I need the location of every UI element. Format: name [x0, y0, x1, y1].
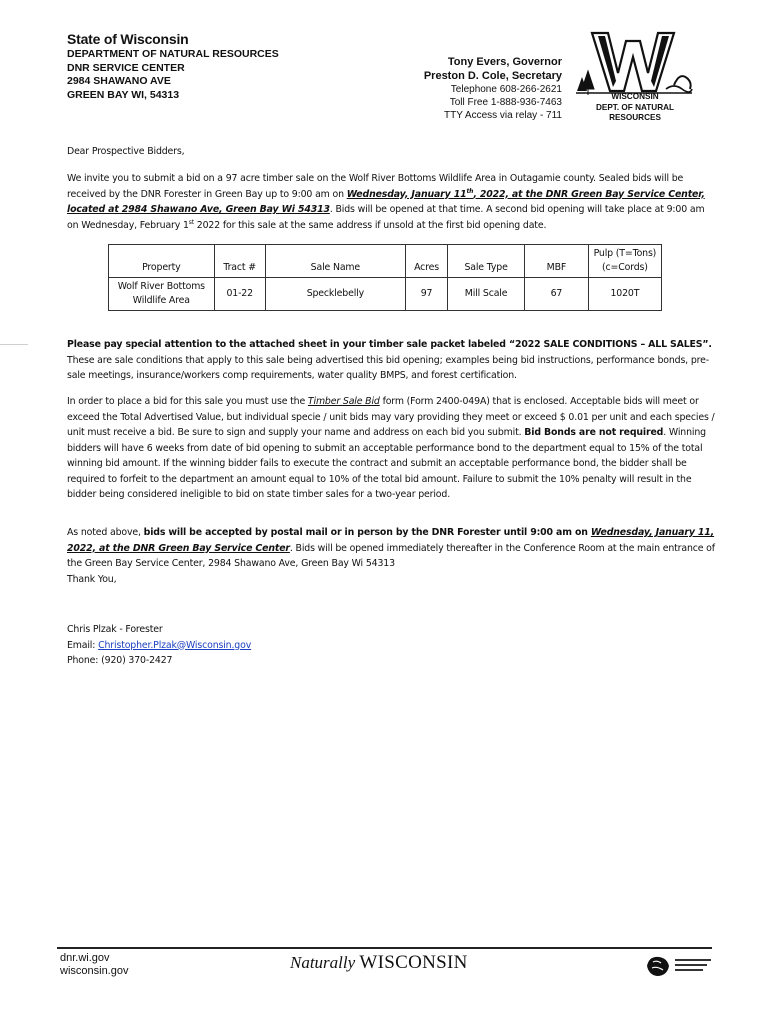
th-mbf: MBF: [525, 245, 589, 278]
department-address: [67, 48, 279, 102]
th-acres: Acres: [406, 245, 448, 278]
p1-text-d: 2022 for this sale at the same address if unsold at the first bid opening date.: [193, 219, 547, 231]
governor: Tony Evers, Governor: [447, 56, 562, 68]
cell-pulp: 1020T: [588, 278, 661, 311]
footer-url-dnr: dnr.wi.gov: [60, 952, 110, 964]
p1-text-a: We invite you to submit a bid on a 97 acre timber sale on the Wolf River Bottoms Wildlife Area in Outagamie county. Sealed bids will be received by the DNR Forester in Green Bay up to 9:00 am on: [67, 173, 684, 200]
p1-second-sup: st: [188, 218, 194, 226]
p2-bold: Please pay special attention to the attached sheet in your timber sale packet labeled “2022 SALE CONDITIONS – ALL SALES”.: [67, 339, 712, 350]
p4-text-a: As noted above,: [67, 527, 144, 538]
sig-email-line: [67, 638, 251, 654]
sale-table: [108, 244, 662, 311]
dept-name: DEPARTMENT OF NATURAL RESOURCES: [67, 48, 279, 60]
p3-text-b: form (Form 2400-049A) that is enclosed. Acceptable bids will meet or exceed the Total Advertised Value, but individual specie / unit bids may vary providing they meet or exceed $ 0.01 per unit and each species / unit must receive a bid. Be sure to sign and supply your name and address on each bid you submit.: [67, 396, 715, 438]
table-header-row: [109, 245, 662, 278]
dept-city: GREEN BAY WI, 54313: [67, 88, 180, 101]
state-title: State of Wisconsin: [67, 31, 189, 47]
sig-phone: Phone: (920) 370-2427: [67, 655, 173, 666]
naturally-word: Naturally: [290, 953, 356, 972]
th-property: Property: [109, 245, 215, 278]
paragraph-bid-deadline: [67, 525, 717, 587]
officials-block: [424, 55, 562, 122]
logo-line-dept: DEPT. OF NATURAL RESOURCES: [595, 102, 675, 122]
p3-bold: Bid Bonds are not required: [524, 427, 664, 438]
signature-block: [67, 622, 251, 669]
p4-text-b: . Bids will be opened immediately thereafter in the Conference Room at the main entrance of the Green Bay Service Center, 2984 Shawano Ave, Green Bay Wi 54313: [67, 542, 715, 569]
cell-sale-type: Mill Scale: [448, 278, 525, 311]
telephone: Telephone 608-266-2621: [450, 84, 562, 95]
paragraph-invitation: [67, 171, 707, 233]
th-sale-name: Sale Name: [265, 245, 405, 278]
p4-date-location: Wednesday, January 11, 2022, at the DNR Green Bay Service Center: [67, 527, 715, 554]
footer-url-wisconsin: wisconsin.gov: [60, 965, 129, 977]
dept-street: 2984 SHAWANO AVE: [67, 75, 171, 87]
sig-name: Chris Plzak - Forester: [67, 624, 163, 635]
p1-date-text: Wednesday, January 11: [346, 188, 467, 200]
p3-text-a: In order to place a bid for this sale you must use the: [67, 396, 308, 407]
secretary: Preston D. Cole, Secretary: [423, 70, 562, 82]
p4-bold: bids will be accepted by postal mail or in person by the DNR Forester until 9:00 am on: [143, 527, 591, 538]
cell-sale-name: Specklebelly: [265, 278, 405, 311]
p1-text-c: . Bids will be opened at that time. A second bid opening will take place at 9:00 am on Wednesday, February 1: [67, 204, 705, 231]
dept-center: DNR SERVICE CENTER: [67, 61, 185, 74]
thanks: Thank You,: [67, 573, 117, 585]
wisconsin-word: WISCONSIN: [359, 952, 468, 973]
logo-caption: [579, 92, 691, 124]
email-link[interactable]: Christopher.Plzak@Wisconsin.gov: [98, 639, 252, 651]
cell-tract: 01-22: [214, 278, 265, 311]
p2-rest: These are sale conditions that apply to this sale being advertised this bid opening; examples being bid instructions, performance bonds, pre-sale meetings, insurance/workers comp requirements, water quality BMPS, and forest certification.: [67, 354, 709, 381]
p3-text-c: . Winning bidders will have 6 weeks from date of bid opening to submit an acceptable performance bond to the department equal to 15% of the total winning bid amount. If the winning bidder fails to execute the contract and submit an acceptable performance bond, the bidder shall be required to forfeit to the department an amount equal to 10% of the total bid amount. Failure to submit the 10% penalty will result in the bidder being considered ineligible to bid on state timber sales for a two-year period.: [67, 427, 706, 500]
paragraph-sale-conditions: [67, 337, 717, 384]
footer-divider: [57, 947, 712, 949]
logo-line-wisconsin: WISCONSIN: [611, 92, 659, 101]
p1-date-sup: th: [466, 187, 474, 195]
table-row: [109, 278, 662, 311]
th-tract: Tract #: [214, 245, 265, 278]
naturally-wisconsin-logo: [290, 952, 468, 974]
travel-green-logo: [645, 954, 715, 978]
paragraph-bid-instructions: [67, 394, 717, 503]
cell-property: Wolf River Bottoms Wildlife Area: [109, 278, 215, 311]
toll-free: Toll Free 1-888-936-7463: [449, 97, 562, 108]
cell-acres: 97: [406, 278, 448, 311]
th-pulp: Pulp (T=Tons) (c=Cords): [588, 245, 661, 278]
sig-email-label: Email:: [67, 639, 99, 651]
p1-location: , 2022, at the DNR Green Bay Service Center, located at 2984 Shawano Ave, Green Bay Wi 54313: [67, 188, 705, 215]
footer-urls: [60, 952, 128, 978]
p3-form-name: Timber Sale Bid: [307, 396, 380, 407]
salutation: Dear Prospective Bidders,: [67, 146, 185, 157]
th-sale-type: Sale Type: [448, 245, 525, 278]
margin-mark: [0, 344, 28, 345]
tty: TTY Access via relay - 711: [443, 110, 562, 121]
cell-mbf: 67: [525, 278, 589, 311]
